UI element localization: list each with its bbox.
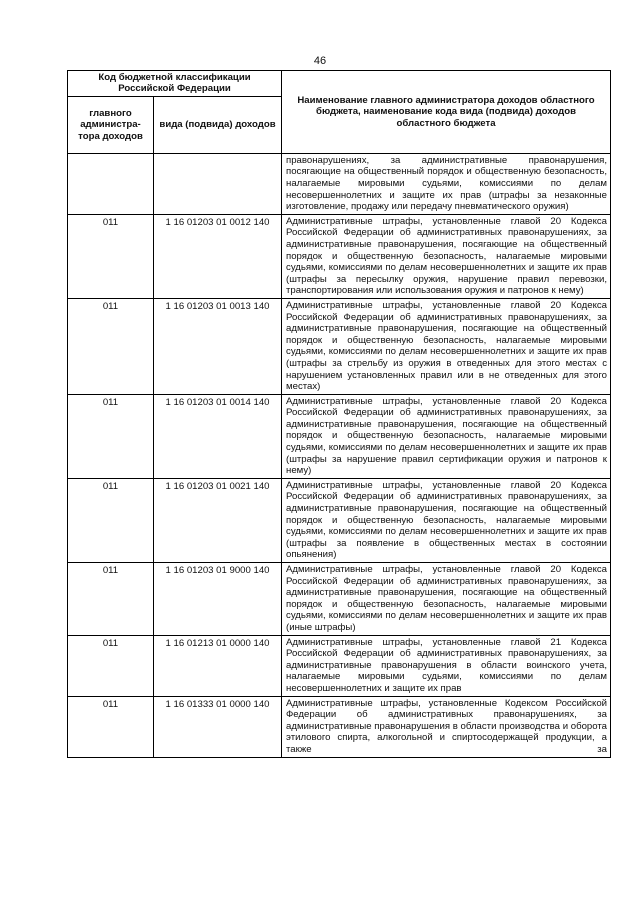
income-code-cell: 1 16 01203 01 0012 140 [154,214,282,298]
admin-code-cell: 011 [68,635,154,696]
income-code-cell: 1 16 01203 01 0021 140 [154,478,282,562]
income-name-cell: Административные штрафы, установленные главой 21 Кодекса Российской Федерации об административных правонарушениях, за административные правонарушения в области воинского учета, налагаемые мировыми судьями, комиссиями по делам несовершеннолетних и защите их прав [282,635,611,696]
admin-code-cell: 011 [68,394,154,478]
header-administrator-name: Наименование главного администратора доходов областного бюджета, наименование кода вида (подвида) доходов областного бюджета [282,71,611,154]
table-row [68,563,611,636]
table-row [68,394,611,478]
budget-classification-table [67,70,611,758]
admin-code-cell: 011 [68,696,154,757]
admin-code-cell: 011 [68,298,154,394]
table-row [68,153,611,214]
income-code-cell: 1 16 01203 01 0013 140 [154,298,282,394]
header-income-kind: вида (подвида) доходов [154,96,282,153]
income-name-cell: правонарушениях, за административные правонарушения, посягающие на общественный порядок и общественную безопасность, налагаемые мировыми судьями, комиссиями по делам несовершеннолетних и защите их прав (штрафы за незаконные изготовление, продажу или передачу пневматического оружия) [282,153,611,214]
income-code-cell: 1 16 01213 01 0000 140 [154,635,282,696]
admin-code-cell [68,153,154,214]
table-header [68,71,611,154]
table-row [68,298,611,394]
income-name-cell: Административные штрафы, установленные главой 20 Кодекса Российской Федерации об административных правонарушениях, за административные правонарушения, посягающие на общественный порядок и общественную безопасность, налагаемые мировыми судьями, комиссиями по делам несовершеннолетних и защите их прав (штрафы за нарушение правил сертификации оружия и патронов к нему) [282,394,611,478]
income-name-cell: Административные штрафы, установленные главой 20 Кодекса Российской Федерации об административных правонарушениях, за административные правонарушения, посягающие на общественный порядок и общественную безопасность, налагаемые мировыми судьями, комиссиями по делам несовершеннолетних и защите их прав (штрафы за появление в общественных местах в состоянии опьянения) [282,478,611,562]
income-code-cell [154,153,282,214]
income-name-cell: Административные штрафы, установленные главой 20 Кодекса Российской Федерации об административных правонарушениях, за административные правонарушения, посягающие на общественный порядок и общественную безопасность, налагаемые мировыми судьями, комиссиями по делам несовершеннолетних и защите их прав (штрафы за пересылку оружия, нарушение правил перевозки, транспортирования или использования оружия и патронов к нему) [282,214,611,298]
income-name-cell: Административные штрафы, установленные главой 20 Кодекса Российской Федерации об административных правонарушениях, за административные правонарушения, посягающие на общественный порядок и общественную безопасность, налагаемые мировыми судьями, комиссиями по делам несовершеннолетних и защите их прав (штрафы за стрельбу из оружия в отведенных для этого местах с нарушением установленных правил или в не отведенных для этого местах) [282,298,611,394]
admin-code-cell: 011 [68,563,154,636]
table-row [68,635,611,696]
admin-code-cell: 011 [68,214,154,298]
page-number: 46 [313,55,327,67]
table-row [68,478,611,562]
header-main-administrator: главного администра-тора доходов [68,96,154,153]
table-row [68,214,611,298]
admin-code-cell: 011 [68,478,154,562]
income-code-cell: 1 16 01333 01 0000 140 [154,696,282,757]
income-code-cell: 1 16 01203 01 9000 140 [154,563,282,636]
table-row [68,696,611,757]
header-budget-classification-code: Код бюджетной классификации Российской Федерации [68,71,282,97]
income-name-cell: Административные штрафы, установленные главой 20 Кодекса Российской Федерации об административных правонарушениях, за административные правонарушения, посягающие на общественный порядок и общественную безопасность, налагаемые мировыми судьями, комиссиями по делам несовершеннолетних и защите их прав (иные штрафы) [282,563,611,636]
income-name-cell: Административные штрафы, установленные Кодексом Российской Федерации об административных правонарушениях, за административные правонарушения в области производства и оборота этилового спирта, алкогольной и спиртосодержащей продукции, а также за [282,696,611,757]
income-code-cell: 1 16 01203 01 0014 140 [154,394,282,478]
table-body [68,153,611,757]
